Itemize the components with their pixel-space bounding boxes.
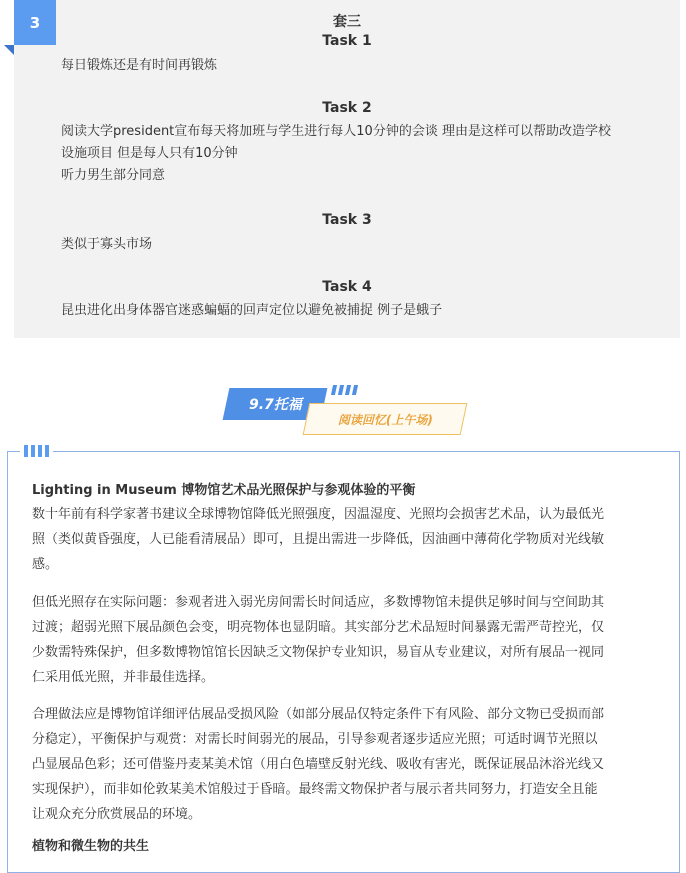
set-title: 套三 xyxy=(333,14,361,30)
badge-fold-decoration xyxy=(4,45,14,55)
date-banner: 9.7托福 xyxy=(223,388,328,420)
banner-stripes-decoration xyxy=(332,385,357,395)
task-2-text: 阅读大学president宣布每天将加班与学生进行每人10分钟的会谈 理由是这样可以帮助改造学校 设施项目 但是每人只有10分钟 听力男生部分同意 xyxy=(61,124,611,183)
task-2-title: Task 2 xyxy=(322,100,372,116)
task-1-title: Task 1 xyxy=(322,33,372,49)
task-4-title: Task 4 xyxy=(322,279,372,295)
set-number-badge: 3 xyxy=(14,0,56,45)
article-1-paragraph-2: 但低光照存在实际问题：参观者进入弱光房间需长时间适应，多数博物馆未提供足够时间与空间助其 过渡；超弱光照下展品颜色会变，明亮物体也显阴暗。其实部分艺术品短时间暴露无需严苛控光，仅 少数需特殊保护，但多数博物馆馆长因缺乏文物保护专业知识，易盲从专业建议，对所有展品一视同 仁采用低光照，并非最佳选择。 xyxy=(32,595,605,685)
task-3-title: Task 3 xyxy=(322,212,372,228)
task-4-text: 昆虫进化出身体器官迷惑蝙蝠的回声定位以避免被捕捉 例子是蛾子 xyxy=(61,303,443,318)
article-2-title: 植物和微生物的共生 xyxy=(32,839,150,854)
session-subbanner: 阅读回忆(上午场) xyxy=(303,403,468,435)
task-3-text: 类似于寡头市场 xyxy=(61,237,153,252)
article-1-paragraph-1: 数十年前有科学家著书建议全球博物馆降低光照强度，因温湿度、光照均会损害艺术品，认为最低光 照（类似黄昏强度，人已能看清展品）即可，且提出需进一步降低，因油画中薄荷化学物质对光线敏 感。 xyxy=(32,507,605,572)
box-stripes-decoration xyxy=(20,445,53,457)
article-1-title: Lighting in Museum 博物馆艺术品光照保护与参观体验的平衡 xyxy=(32,483,416,498)
article-1-paragraph-3: 合理做法应是博物馆详细评估展品受损风险（如部分展品仅特定条件下有风险、部分文物已受损而部 分稳定），平衡保护与观赏：对需长时间弱光的展品，引导参观者逐步适应光照；可适时调节光照以 凸显展品色彩；还可借鉴丹麦某美术馆（用白色墙壁反射光线、吸收有害光，既保证展品沐浴光线又 实现保护），而非如伦敦某美术馆般过于昏暗。最终需文物保护者与展示者共同努力，打造安全且能 让观众充分欣赏展品的环境。 xyxy=(32,707,605,822)
reading-box xyxy=(7,451,680,873)
task-1-text: 每日锻炼还是有时间再锻炼 xyxy=(61,58,218,73)
task-card xyxy=(14,0,680,338)
